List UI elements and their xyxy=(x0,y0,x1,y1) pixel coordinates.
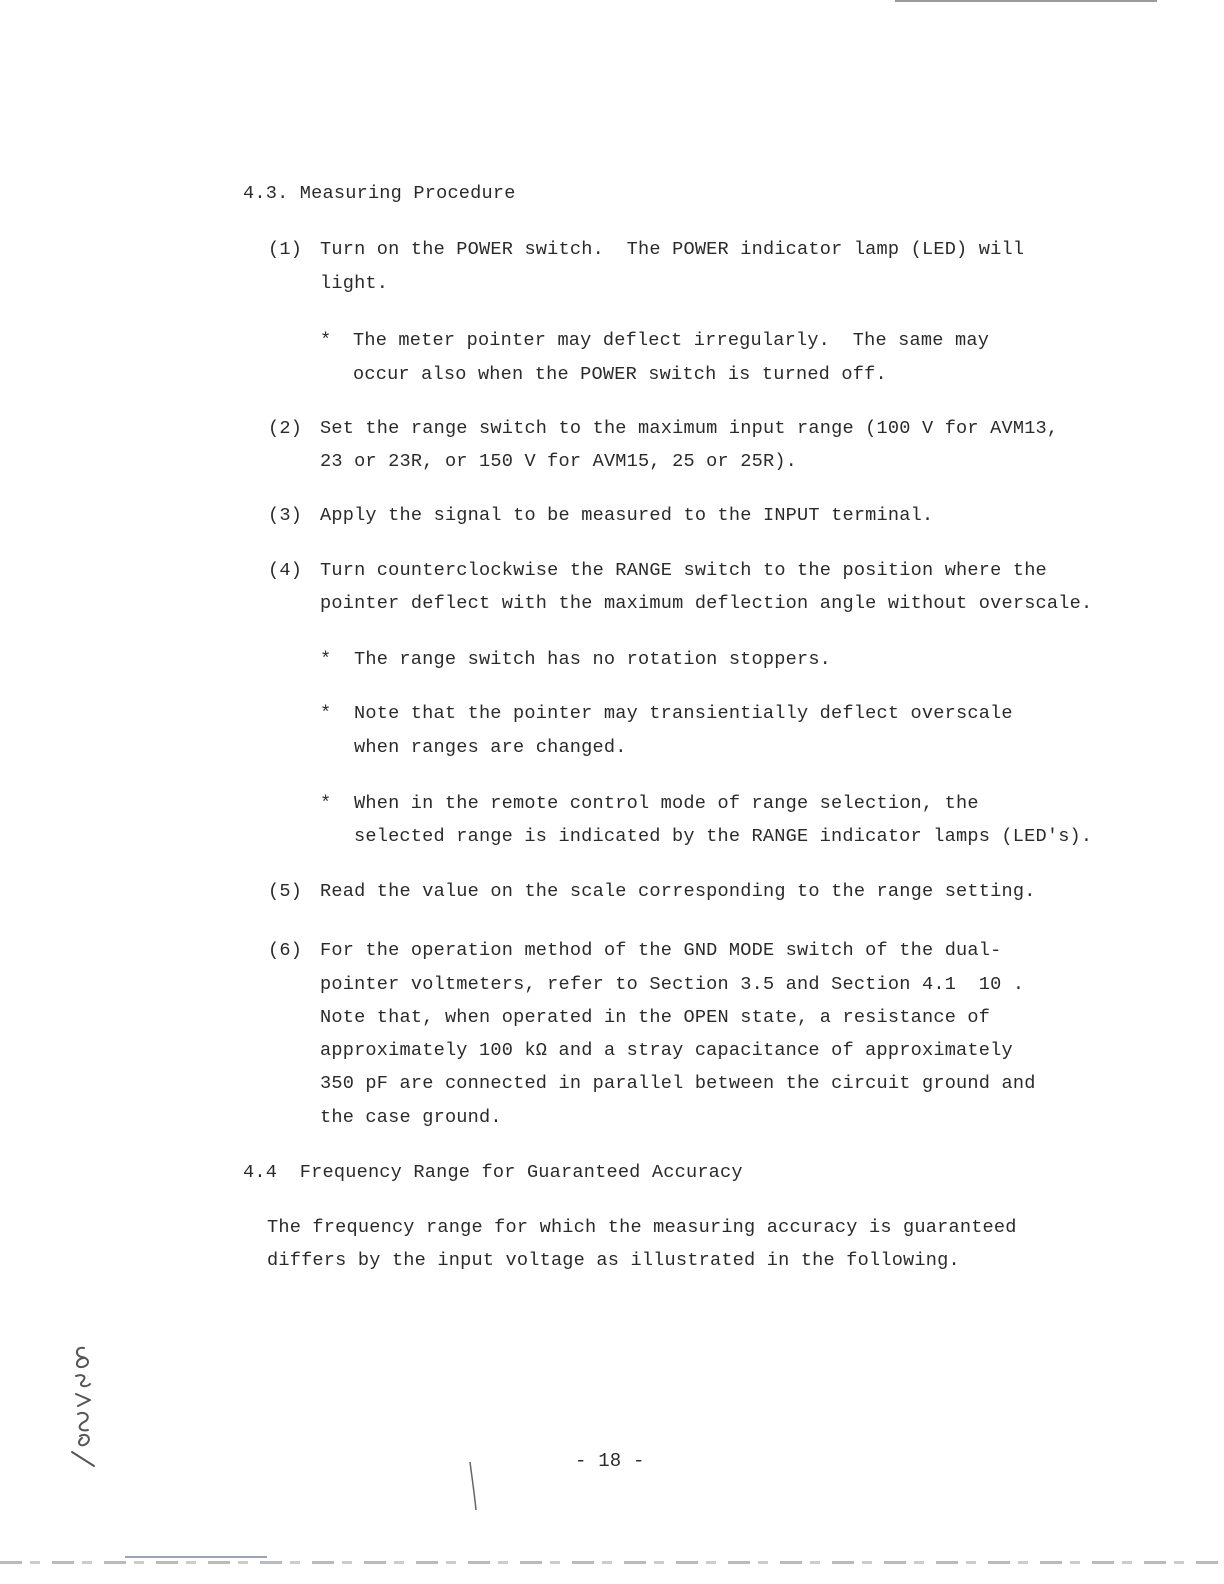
note-star: * xyxy=(320,649,332,670)
note-star: * xyxy=(320,703,332,724)
step-6-line-5: 350 pF are connected in parallel between the circuit ground and xyxy=(320,1073,1036,1094)
step-5-line-1: Read the value on the scale corresponding to the range setting. xyxy=(320,881,1036,902)
note-star: * xyxy=(320,793,332,814)
note-4-line-2: selected range is indicated by the RANGE indicator lamps (LED's). xyxy=(354,826,1093,847)
note-1-line-2: occur also when the POWER switch is turned off. xyxy=(353,364,887,385)
step-6-line-2: pointer voltmeters, refer to Section 3.5 and Section 4.1 10 . xyxy=(320,974,1025,995)
step-3-number: (3) xyxy=(268,505,303,526)
bottom-edge-mark xyxy=(125,1556,267,1558)
step-4-line-1: Turn counterclockwise the RANGE switch to the position where the xyxy=(320,560,1047,581)
handwritten-margin-note xyxy=(62,1340,122,1470)
note-1-line-1: The meter pointer may deflect irregularly. The same may xyxy=(353,330,990,351)
step-4-line-2: pointer deflect with the maximum deflection angle without overscale. xyxy=(320,593,1093,614)
note-2-line-1: The range switch has no rotation stoppers. xyxy=(354,649,832,670)
section-4-4-body-line-1: The frequency range for which the measuring accuracy is guaranteed xyxy=(267,1217,1017,1238)
note-star: * xyxy=(320,330,332,351)
note-3-line-1: Note that the pointer may transientially deflect overscale xyxy=(354,703,1013,724)
step-1-number: (1) xyxy=(268,239,303,260)
step-2-line-2: 23 or 23R, or 150 V for AVM15, 25 or 25R). xyxy=(320,451,798,472)
pencil-stroke xyxy=(468,1460,478,1512)
page-number: - 18 - xyxy=(575,1450,645,1472)
section-4-4-body-line-2: differs by the input voltage as illustrated in the following. xyxy=(267,1250,960,1271)
step-6-line-4: approximately 100 kΩ and a stray capacitance of approximately xyxy=(320,1040,1013,1061)
step-1-line-2: light. xyxy=(320,273,389,294)
step-2-number: (2) xyxy=(268,418,303,439)
section-4-3-heading: 4.3. Measuring Procedure xyxy=(243,183,516,204)
step-6-line-1: For the operation method of the GND MODE switch of the dual- xyxy=(320,940,1002,961)
step-5-number: (5) xyxy=(268,881,303,902)
step-6-number: (6) xyxy=(268,940,303,961)
step-4-number: (4) xyxy=(268,560,303,581)
bottom-edge-rule xyxy=(0,1561,1224,1564)
step-1-line-1: Turn on the POWER switch. The POWER indicator lamp (LED) will xyxy=(320,239,1025,260)
step-6-line-6: the case ground. xyxy=(320,1107,502,1128)
note-3-line-2: when ranges are changed. xyxy=(354,737,627,758)
note-4-line-1: When in the remote control mode of range selection, the xyxy=(354,793,979,814)
section-4-4-heading: 4.4 Frequency Range for Guaranteed Accuracy xyxy=(243,1162,743,1183)
step-3-line-1: Apply the signal to be measured to the INPUT terminal. xyxy=(320,505,934,526)
top-edge-rule xyxy=(895,0,1157,2)
step-6-line-3: Note that, when operated in the OPEN state, a resistance of xyxy=(320,1007,991,1028)
step-2-line-1: Set the range switch to the maximum input range (100 V for AVM13, xyxy=(320,418,1059,439)
